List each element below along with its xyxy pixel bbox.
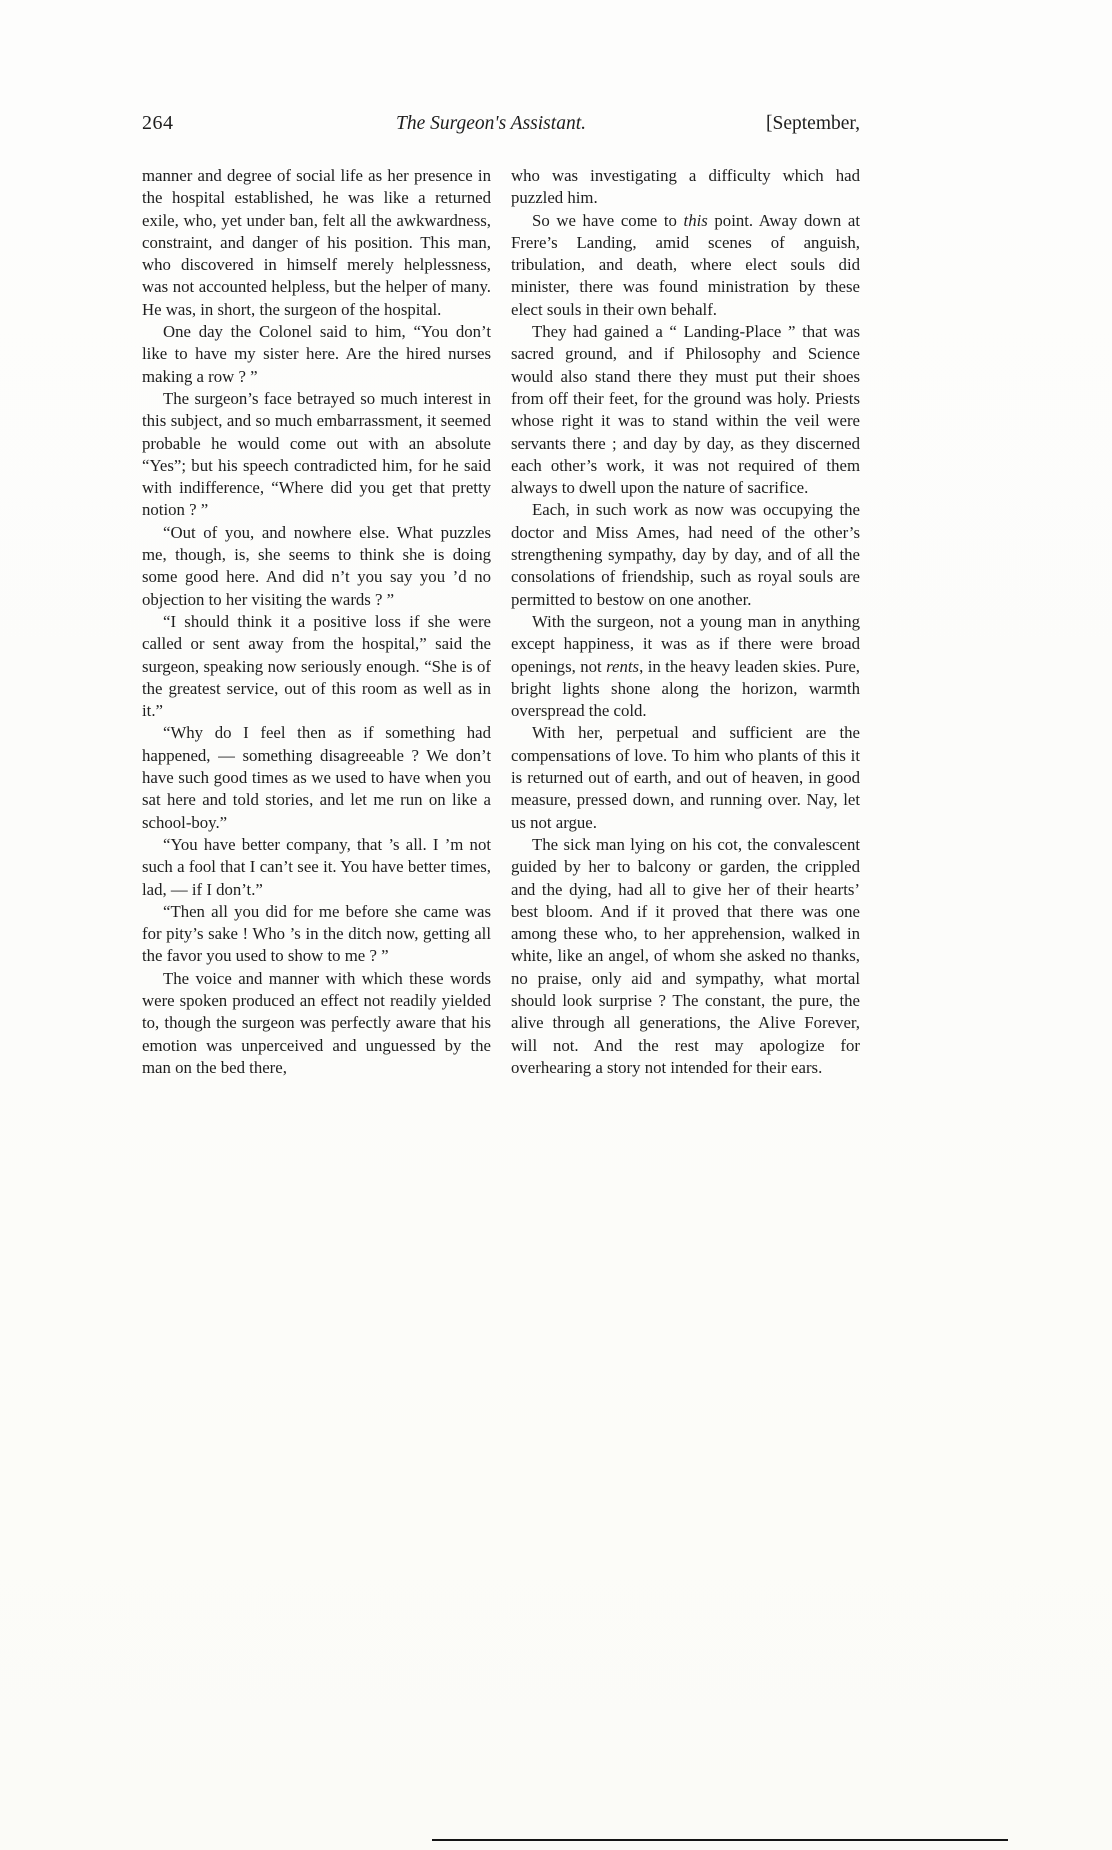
paragraph-text: manner and degree of social life as her presence in the hospital established, he was like a returned exile, who, yet under ban, felt all the awkwardness, constraint, and danger of his position. This man, who discovered in himself merely helplessness, was not accounted helpless, but the helper of many. He was, in short, the surgeon of the hospital. — [142, 166, 491, 319]
paragraph-text: , in the heavy leaden skies. Pure, bright lights shone along the horizon, warmth overspread the cold. — [511, 656, 860, 721]
paragraph-text: The voice and manner with which these words were spoken produced an effect not readily yielded to, though the surgeon was perfectly aware that his emotion was unperceived and unguessed by the man on the bed there, — [142, 968, 491, 1077]
paragraph — [511, 722, 860, 833]
paragraph — [511, 834, 860, 1079]
right-column — [511, 165, 860, 1079]
paragraph-text: “Then all you did for me before she came was for pity’s sake ! Who ’s in the ditch now, getting all the favor you used to show to me ? ” — [142, 901, 491, 966]
paragraph-text: One day the Colonel said to him, “You don’t like to have my sister here. Are the hired nurses making a row ? ” — [142, 322, 491, 386]
paragraph-text: They had gained a “ Landing-Place ” that was sacred ground, and if Philosophy and Science would also stand there they must put their shoes from off their feet, for the ground was holy. Priests whose right it was to stand within the veil were servants there ; and day by day, as they discerned each other’s work, it was not required of them always to dwell upon the nature of sacrifice. — [511, 322, 860, 498]
text-columns — [142, 165, 860, 1079]
page-content — [142, 112, 860, 1079]
scan-artifact-line — [432, 1839, 1008, 1841]
paragraph-text: who was investigating a difficulty which had puzzled him. — [511, 166, 860, 208]
paragraph — [142, 834, 491, 901]
left-column — [142, 165, 491, 1079]
paragraph-text: “Why do I feel then as if something had happened, — something disagreeable ? We don’t have such good times as we used to have when you sat here and told stories, and let me run on like a school-boy.” — [142, 723, 491, 832]
running-title: The Surgeon's Assistant. — [396, 113, 586, 134]
paragraph — [511, 321, 860, 499]
paragraph-text: “You have better company, that ’s all. I ’m not such a fool that I can’t see it. You have better times, lad, — if I don’t.” — [142, 834, 491, 899]
paragraph — [511, 611, 860, 722]
paragraph — [142, 321, 491, 388]
paragraph — [511, 499, 860, 610]
paragraph — [511, 165, 860, 210]
paragraph — [142, 388, 491, 522]
italic-text: this — [683, 210, 708, 230]
paragraph — [142, 968, 491, 1079]
paragraph-text: “I should think it a positive loss if she were called or sent away from the hospital,” said the surgeon, speaking now seriously enough. “She is of the greatest service, out of this room as well as in it.” — [142, 611, 491, 721]
paragraph-text: So we have come to — [532, 210, 684, 230]
paragraph-text: The sick man lying on his cot, the convalescent guided by her to balcony or garden, the crippled and the dying, had all to give her of their hearts’ best bloom. And if it proved that there was one among these who, to her apprehension, walked in white, like an angel, of whom she asked no thanks, no praise, only aid and sympathy, what mortal should look surprise ? The constant, the pure, the alive through all generations, the Alive Forever, will not. And the rest may apologize for overhearing a story not intended for their ears. — [511, 834, 860, 1077]
paragraph — [142, 522, 491, 611]
paragraph-text: With the surgeon, not a young man in anything except happiness, it was as if there were broad openings, not — [511, 611, 860, 676]
paragraph-text: The surgeon’s face betrayed so much interest in this subject, and so much embarrassment, it seemed probable he would come out with an absolute “Yes”; but his speech contradicted him, for he said with indifference, “Where did you get that pretty notion ? ” — [142, 388, 491, 520]
paragraph-text: Each, in such work as now was occupying the doctor and Miss Ames, had need of the other’s strengthening sympathy, day by day, and of all the consolations of friendship, such as royal souls are permitted to bestow on one another. — [511, 500, 860, 609]
paragraph — [142, 611, 491, 722]
paragraph — [142, 722, 491, 833]
paragraph — [142, 901, 491, 968]
running-header — [142, 112, 860, 135]
paragraph — [511, 210, 860, 321]
page-number: 264 — [142, 112, 174, 134]
italic-text: rents — [606, 656, 640, 676]
paragraph-text: “Out of you, and nowhere else. What puzzles me, though, is, she seems to think she is doing some good here. And did n’t you say you ’d no objection to her visiting the wards ? ” — [142, 522, 491, 609]
paragraph-text: point. Away down at Frere’s Landing, amid scenes of anguish, tribulation, and death, where elect souls did minister, there was found ministration by these elect souls in their own behalf. — [511, 210, 861, 319]
paragraph-text: With her, perpetual and sufficient are the compensations of love. To him who plants of this it is returned out of earth, and out of heaven, in good measure, pressed down, and running over. Nay, let us not argue. — [511, 723, 860, 832]
issue-date: [September, — [766, 113, 860, 134]
paragraph — [142, 165, 491, 321]
